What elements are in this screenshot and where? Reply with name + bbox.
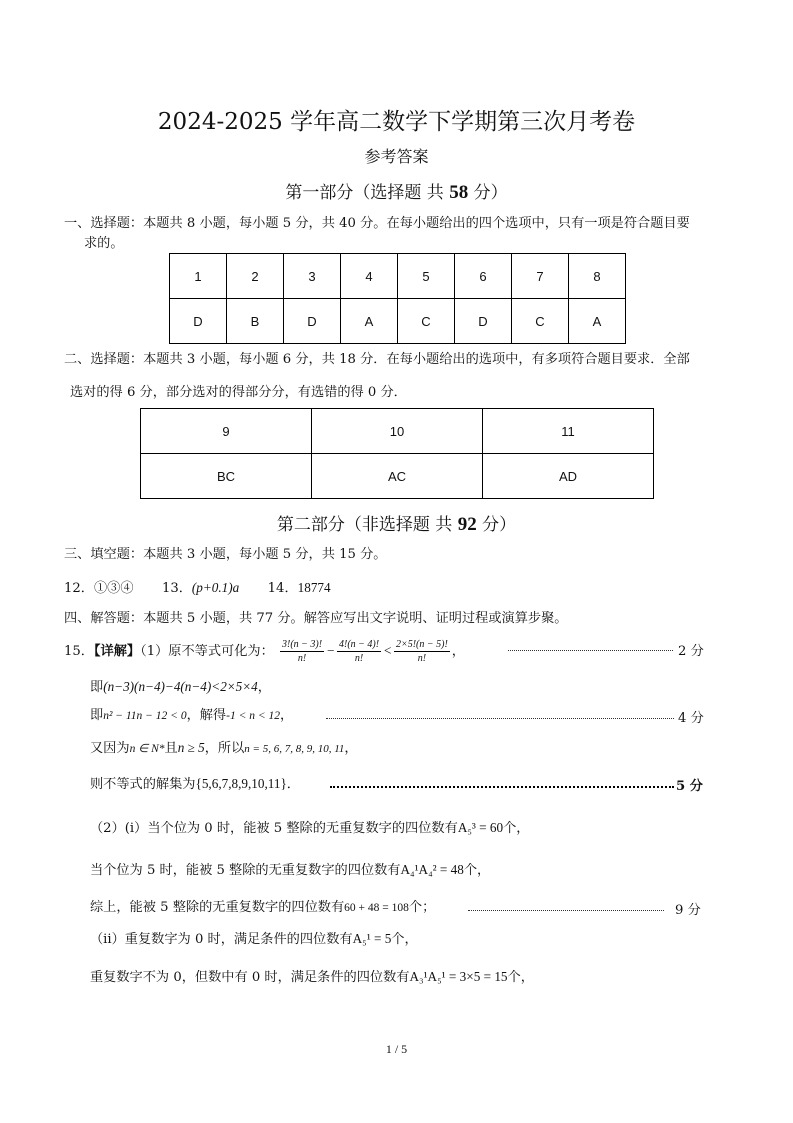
multi-intro-line2: 选对的得 6 分，部分选对的得部分分，有选错的得 0 分．	[70, 385, 407, 400]
mc-answer-row	[170, 299, 626, 344]
part2-heading-prefix: 第二部分（非选择题 共	[276, 515, 458, 535]
line-b-math2: -1 < n < 12	[226, 710, 280, 722]
q15-line1	[64, 638, 704, 665]
fill-intro: 三、填空题：本题共 3 小题，每小题 5 分，共 15 分。	[64, 547, 387, 562]
fraction-1-num: 3!(n − 3)!	[282, 639, 323, 650]
a12-answer: ①③④	[93, 581, 134, 596]
mc-number-cell: 3	[284, 254, 341, 299]
mc-answer-cell: A	[341, 299, 398, 344]
part1-heading-prefix: 第一部分（选择题 共	[285, 183, 450, 203]
page-title: 2024-2025 学年高二数学下学期第三次月考卷	[157, 109, 636, 135]
mc-answer-cell: D	[170, 299, 227, 344]
line-f-text: 当个位为 5 时，能被 5 整除的无重复数字的四位数有	[90, 863, 401, 878]
line-f-math: A₄¹A₄² = 48	[400, 862, 464, 877]
line-c-math3: n = 5, 6, 7, 8, 9, 10, 11	[244, 743, 345, 755]
multi-number-cell: 11	[483, 409, 654, 454]
minus-sign: −	[326, 643, 335, 658]
mc-answer-cell: A	[569, 299, 626, 344]
line-e-text: （2）(i）当个位为 0 时，能被 5 整除的无重复数字的四位数有	[90, 821, 458, 836]
q15-line-i	[90, 967, 534, 988]
fraction-2-den: n!	[354, 653, 364, 664]
line-b-mid: ，解得	[186, 708, 227, 723]
part1-heading	[0, 178, 793, 204]
fraction-2-num: 4!(n − 4)!	[338, 639, 380, 650]
fraction-3	[394, 638, 450, 665]
q15-line-f	[90, 860, 490, 881]
fraction-3-num: 2×5!(n − 5)!	[395, 639, 448, 650]
line-d-prefix: 则不等式的解集为	[90, 777, 196, 792]
fraction-3-den: n!	[417, 653, 427, 664]
a14-answer: 18774	[297, 580, 331, 595]
mc-answer-cell: D	[284, 299, 341, 344]
line-i-math: A₃¹A₅¹ = 3×5 = 15	[409, 969, 508, 984]
line-e-suffix: 个，	[503, 821, 530, 836]
score-9: 9 分	[675, 903, 701, 918]
multi-answer-cell: AD	[483, 454, 654, 499]
line-a-math: (n−3)(n−4)−4(n−4)<2×5×4	[103, 679, 258, 694]
multi-answer-table	[140, 408, 654, 499]
line-f-suffix: 个，	[463, 863, 491, 878]
line-c-math2: n ≥ 5	[177, 740, 205, 755]
mc-answer-cell: C	[512, 299, 569, 344]
multi-intro-line1: 二、选择题：本题共 3 小题，每小题 6 分，共 18 分．在每小题给出的选项中，有多项符合题目要求．全部	[64, 352, 690, 367]
mc-answer-cell: B	[227, 299, 284, 344]
mc-number-cell: 6	[455, 254, 512, 299]
line-c-prefix: 又因为	[90, 741, 130, 756]
mc-number-cell: 2	[227, 254, 284, 299]
multi-answer-cell: BC	[141, 454, 312, 499]
line-h-text: （ii）重复数字为 0 时，满足条件的四位数有	[90, 932, 353, 947]
line-h-suffix: 个，	[391, 932, 418, 947]
mc-answer-table	[169, 253, 626, 344]
q15-part1-label: （1）原不等式可化为：	[140, 644, 274, 659]
page-number: 1 / 5	[385, 1042, 408, 1056]
score-5: 5 分	[676, 779, 703, 794]
line-c-suffix: ，	[344, 741, 358, 756]
multi-number-row	[141, 409, 654, 454]
line-h-math: A₅¹ = 5	[352, 931, 392, 946]
line-b-prefix: 即	[90, 708, 104, 723]
q15-line-g	[90, 898, 435, 918]
dot-leader	[326, 718, 674, 719]
dot-leader	[508, 650, 673, 651]
mc-number-cell: 1	[170, 254, 227, 299]
line-e-math: A₅³ = 60	[457, 820, 504, 835]
score-2: 2 分	[678, 644, 704, 659]
line-g-suffix: 个；	[408, 900, 436, 915]
mc-number-cell: 7	[512, 254, 569, 299]
mc-intro-line1: 一、选择题：本题共 8 小题，每小题 5 分，共 40 分。在每小题给出的四个选项中，只有一项是符合题目要	[64, 216, 690, 231]
mc-number-cell: 8	[569, 254, 626, 299]
line-i-text: 重复数字不为 0，但数中有 0 时，满足条件的四位数有	[90, 970, 410, 985]
line-g-math: 60 + 48 = 108	[344, 902, 409, 914]
part2-heading	[0, 510, 793, 536]
mc-answer-cell: D	[455, 299, 512, 344]
q15-line-c	[90, 738, 358, 759]
fraction-1-den: n!	[297, 653, 307, 664]
line-b-math1: n² − 11n − 12 < 0	[103, 710, 187, 722]
line-d-math: {5,6,7,8,9,10,11}	[195, 776, 287, 791]
dot-leader	[330, 786, 674, 788]
mc-intro-line2: 求的。	[84, 236, 124, 251]
multi-number-cell: 9	[141, 409, 312, 454]
q15-number: 15．	[64, 644, 94, 659]
part1-heading-score: 58	[449, 182, 469, 203]
dot-leader	[468, 910, 664, 911]
solve-intro: 四、解答题：本题共 5 小题，共 77 分。解答应写出文字说明、证明过程或演算步聚。	[64, 611, 568, 626]
a12-label: 12．	[64, 581, 94, 596]
line-c-mid2: ，所以	[204, 741, 245, 756]
part2-heading-score: 92	[457, 514, 477, 535]
line-b-suffix: ，	[279, 708, 294, 723]
multi-number-cell: 10	[312, 409, 483, 454]
mc-number-row	[170, 254, 626, 299]
part1-heading-suffix: 分）	[468, 183, 508, 203]
q15-line-b	[90, 706, 293, 726]
fraction-1	[280, 638, 324, 665]
fill-answers-line	[64, 578, 331, 599]
page-subtitle: 参考答案	[364, 147, 429, 166]
q15-line-h	[90, 929, 418, 950]
line-a-suffix: ，	[257, 680, 271, 695]
mc-number-cell: 5	[398, 254, 455, 299]
less-than-sign: <	[383, 643, 392, 658]
multi-answer-row	[141, 454, 654, 499]
q15-line-e	[90, 818, 529, 839]
mc-number-cell: 4	[341, 254, 398, 299]
fraction-2	[337, 638, 381, 665]
line-g-text: 综上，能被 5 整除的无重复数字的四位数有	[90, 900, 345, 915]
part2-heading-suffix: 分）	[476, 515, 517, 535]
a13-answer: (p+0.1)a	[191, 580, 240, 595]
line-a-prefix: 即	[90, 680, 104, 695]
a14-label: 14．	[267, 581, 298, 596]
q15-line-a	[90, 677, 271, 698]
multi-answer-cell: AC	[312, 454, 483, 499]
line-c-mid1: 且	[164, 741, 178, 756]
mc-answer-cell: C	[398, 299, 455, 344]
score-4: 4 分	[678, 711, 704, 726]
q15-line-d	[90, 774, 300, 795]
q15-tag: 【详解】	[93, 644, 141, 659]
a13-label: 13．	[161, 581, 192, 596]
q15-line1-comma: ，	[451, 644, 465, 659]
line-d-suffix: ．	[286, 777, 300, 792]
line-c-math1: n ∈ N*	[129, 743, 165, 755]
line-i-suffix: 个，	[507, 970, 534, 985]
